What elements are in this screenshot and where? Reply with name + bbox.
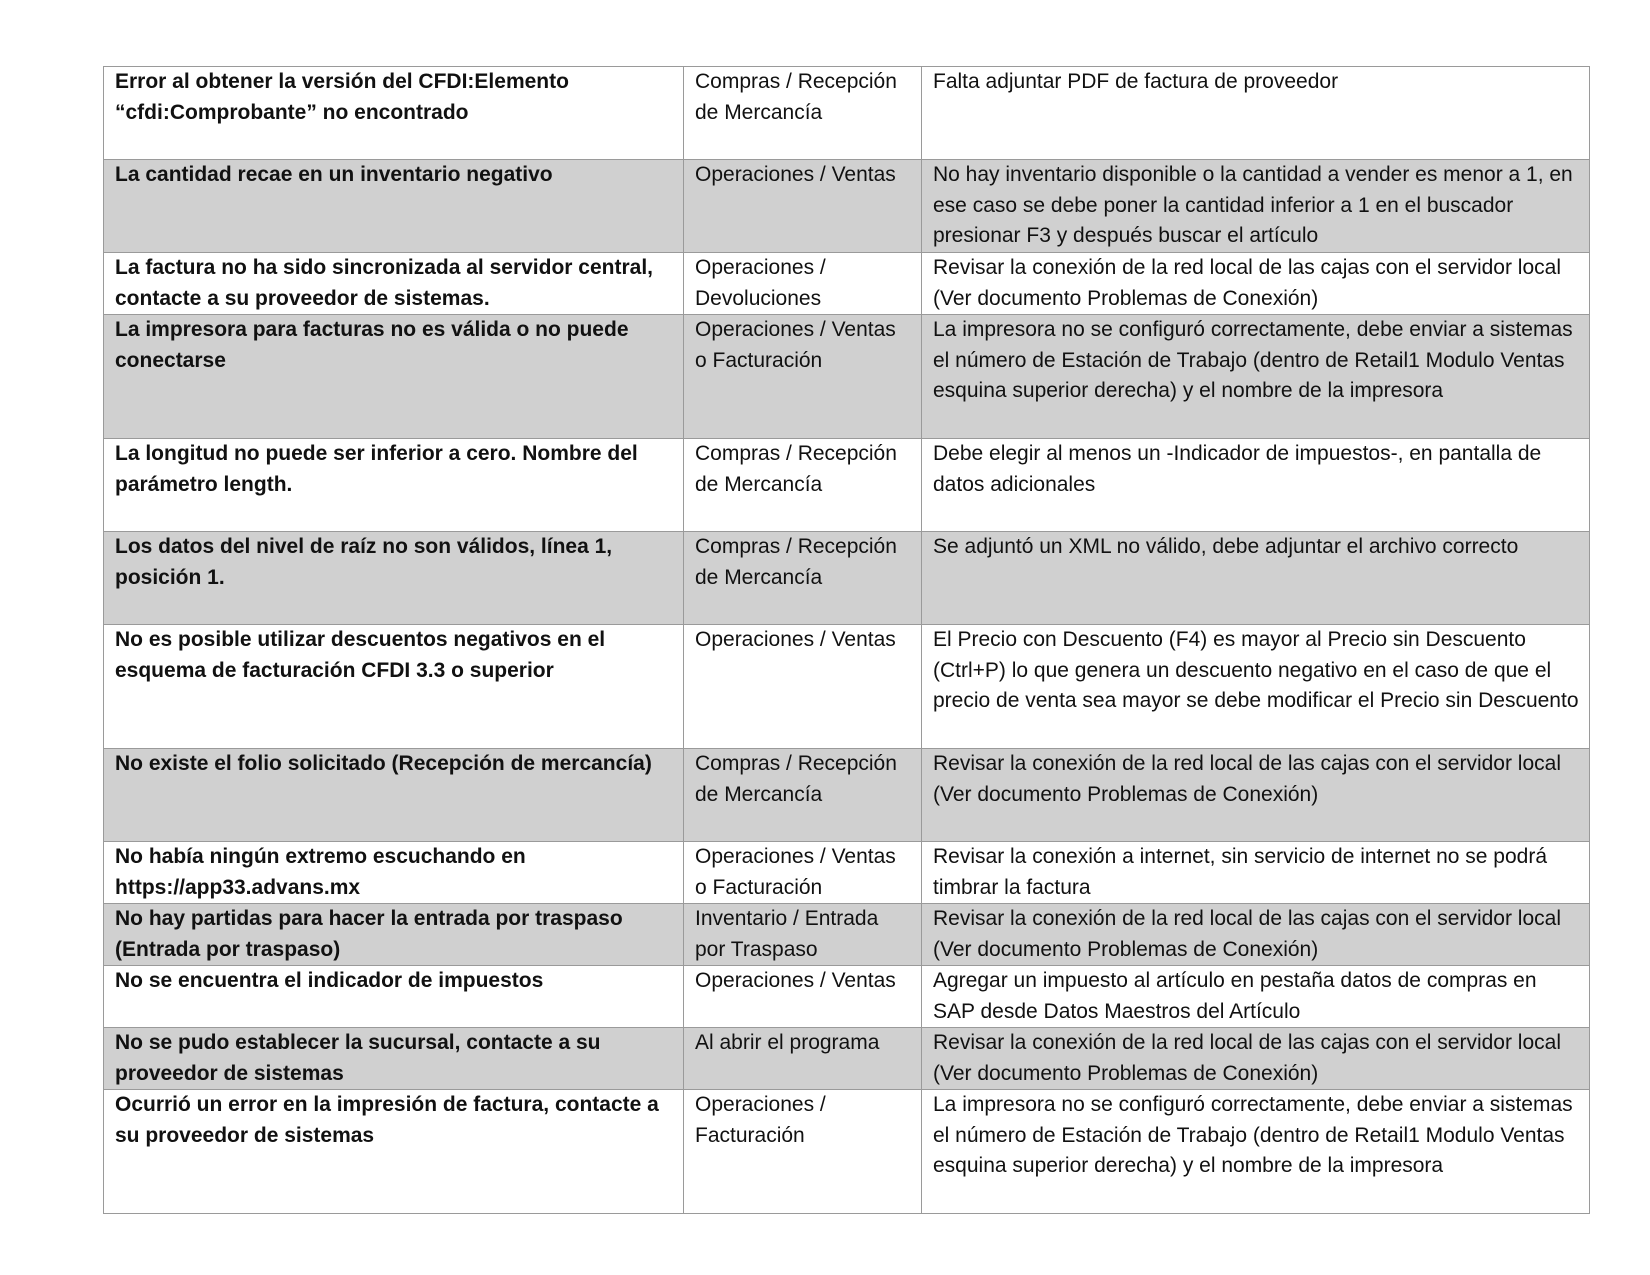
table-row — [104, 67, 1590, 160]
module-cell: Operaciones / Ventas o Facturación — [684, 842, 922, 904]
error-message-cell: No hay partidas para hacer la entrada por traspaso (Entrada por traspaso) — [104, 904, 684, 966]
solution-cell: La impresora no se configuró correctamente, debe enviar a sistemas el número de Estación de Trabajo (dentro de Retail1 Modulo Ventas esquina superior derecha) y el nombre de la impresora — [922, 1090, 1590, 1214]
error-message-cell: La factura no ha sido sincronizada al servidor central, contacte a su proveedor de sistemas. — [104, 253, 684, 315]
module-cell: Operaciones / Ventas — [684, 966, 922, 1028]
error-message-cell: No había ningún extremo escuchando en https://app33.advans.mx — [104, 842, 684, 904]
solution-cell: Revisar la conexión de la red local de las cajas con el servidor local (Ver documento Problemas de Conexión) — [922, 749, 1590, 842]
solution-cell: Revisar la conexión de la red local de las cajas con el servidor local (Ver documento Problemas de Conexión) — [922, 1028, 1590, 1090]
table-row — [104, 904, 1590, 966]
table-row — [104, 1090, 1590, 1214]
table-row — [104, 253, 1590, 315]
table-row — [104, 439, 1590, 532]
error-message-cell: No se pudo establecer la sucursal, contacte a su proveedor de sistemas — [104, 1028, 684, 1090]
table-row — [104, 1028, 1590, 1090]
table-row — [104, 842, 1590, 904]
table-row — [104, 966, 1590, 1028]
solution-cell: Agregar un impuesto al artículo en pestaña datos de compras en SAP desde Datos Maestros del Artículo — [922, 966, 1590, 1028]
solution-cell: Revisar la conexión de la red local de las cajas con el servidor local (Ver documento Problemas de Conexión) — [922, 253, 1590, 315]
error-message-cell: Los datos del nivel de raíz no son válidos, línea 1, posición 1. — [104, 532, 684, 625]
module-cell: Operaciones / Ventas — [684, 625, 922, 749]
table-row — [104, 532, 1590, 625]
error-message-cell: La longitud no puede ser inferior a cero. Nombre del parámetro length. — [104, 439, 684, 532]
solution-cell: Debe elegir al menos un -Indicador de impuestos-, en pantalla de datos adicionales — [922, 439, 1590, 532]
module-cell: Compras / Recepción de Mercancía — [684, 67, 922, 160]
module-cell: Compras / Recepción de Mercancía — [684, 749, 922, 842]
module-cell: Inventario / Entrada por Traspaso — [684, 904, 922, 966]
module-cell: Operaciones / Devoluciones — [684, 253, 922, 315]
module-cell: Operaciones / Ventas — [684, 160, 922, 253]
solution-cell: La impresora no se configuró correctamente, debe enviar a sistemas el número de Estación de Trabajo (dentro de Retail1 Modulo Ventas esquina superior derecha) y el nombre de la impresora — [922, 315, 1590, 439]
solution-cell: Falta adjuntar PDF de factura de proveedor — [922, 67, 1590, 160]
error-message-cell: Ocurrió un error en la impresión de factura, contacte a su proveedor de sistemas — [104, 1090, 684, 1214]
module-cell: Operaciones / Ventas o Facturación — [684, 315, 922, 439]
module-cell: Compras / Recepción de Mercancía — [684, 532, 922, 625]
table-row — [104, 315, 1590, 439]
module-cell: Operaciones / Facturación — [684, 1090, 922, 1214]
table-row — [104, 749, 1590, 842]
solution-cell: Revisar la conexión a internet, sin servicio de internet no se podrá timbrar la factura — [922, 842, 1590, 904]
table-row — [104, 160, 1590, 253]
module-cell: Compras / Recepción de Mercancía — [684, 439, 922, 532]
solution-cell: Se adjuntó un XML no válido, debe adjuntar el archivo correcto — [922, 532, 1590, 625]
solution-cell: No hay inventario disponible o la cantidad a vender es menor a 1, en ese caso se debe poner la cantidad inferior a 1 en el buscador presionar F3 y después buscar el artículo — [922, 160, 1590, 253]
table-row — [104, 625, 1590, 749]
solution-cell: Revisar la conexión de la red local de las cajas con el servidor local (Ver documento Problemas de Conexión) — [922, 904, 1590, 966]
error-solutions-table — [103, 66, 1590, 1214]
error-message-cell: No se encuentra el indicador de impuestos — [104, 966, 684, 1028]
solution-cell: El Precio con Descuento (F4) es mayor al Precio sin Descuento (Ctrl+P) lo que genera un descuento negativo en el caso de que el precio de venta sea mayor se debe modificar el Precio sin Descuento — [922, 625, 1590, 749]
error-message-cell: No existe el folio solicitado (Recepción de mercancía) — [104, 749, 684, 842]
error-message-cell: No es posible utilizar descuentos negativos en el esquema de facturación CFDI 3.3 o superior — [104, 625, 684, 749]
module-cell: Al abrir el programa — [684, 1028, 922, 1090]
error-message-cell: La cantidad recae en un inventario negativo — [104, 160, 684, 253]
error-message-cell: Error al obtener la versión del CFDI:Elemento “cfdi:Comprobante” no encontrado — [104, 67, 684, 160]
error-message-cell: La impresora para facturas no es válida o no puede conectarse — [104, 315, 684, 439]
